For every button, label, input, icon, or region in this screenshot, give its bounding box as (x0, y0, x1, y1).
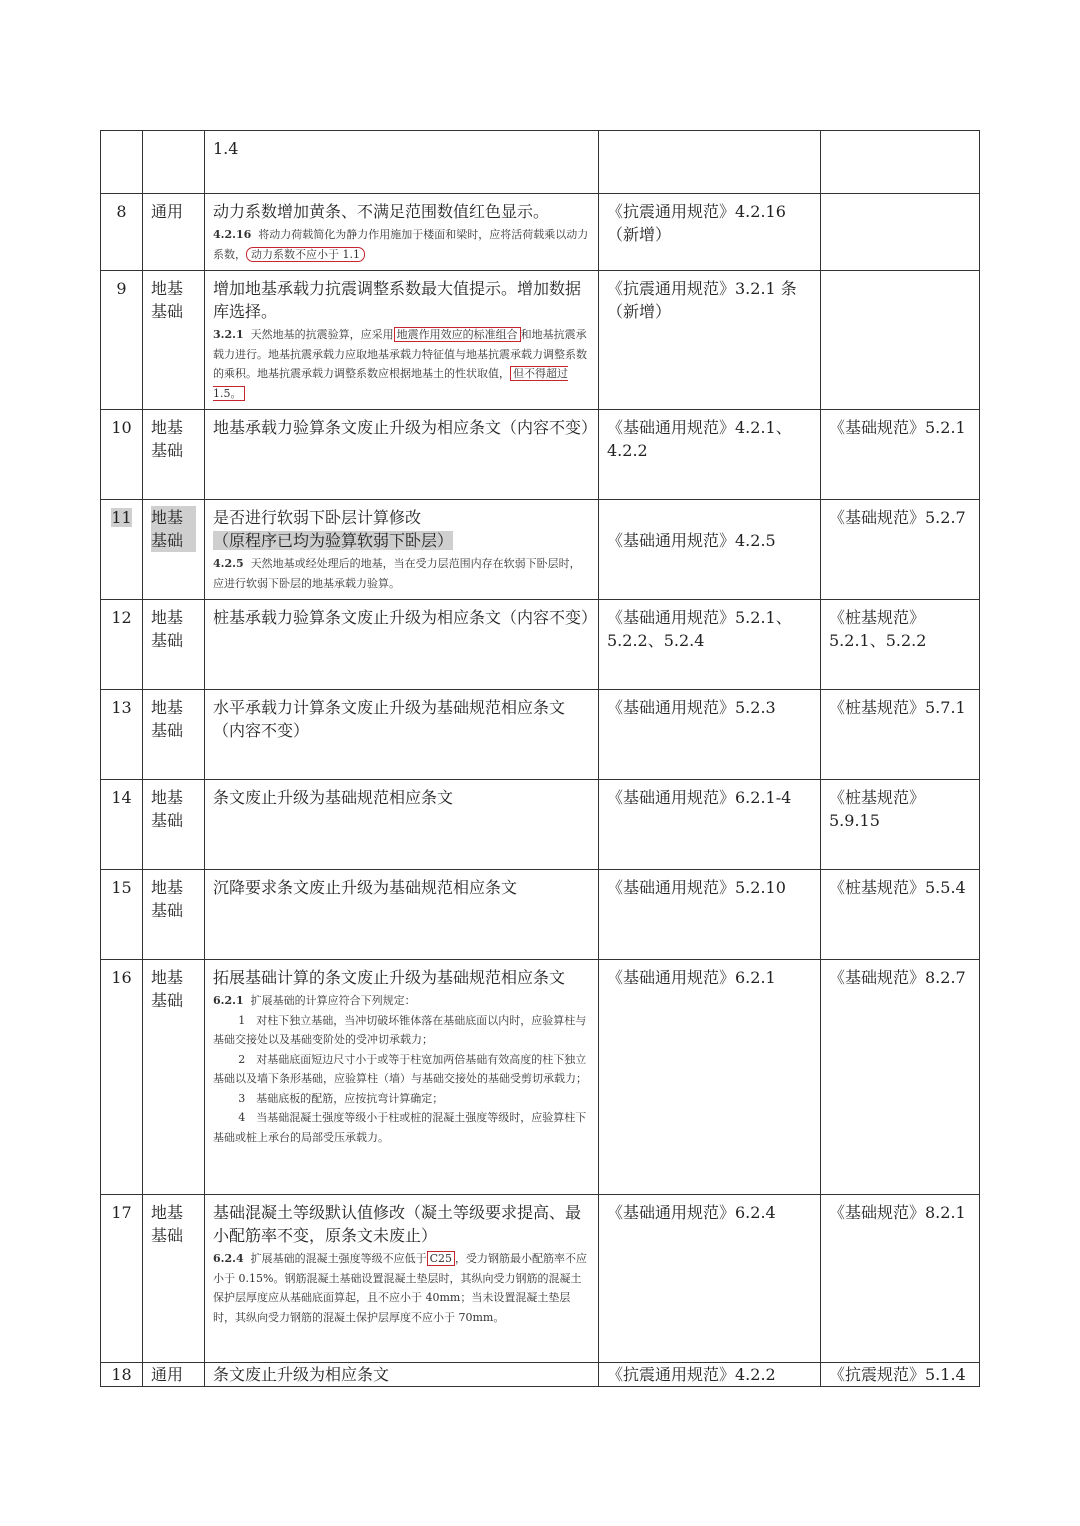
row-number: 11 (111, 508, 132, 527)
table-row (101, 194, 980, 271)
row-category: 地基基础 (143, 271, 205, 410)
clause-item: 2 对基础底面短边尺寸小于或等于柱宽加两倍基础有效高度的柱下独立基础以及墙下条形基础，应验算柱（墙）与基础交接处的基础受剪切承载力； (213, 1052, 587, 1085)
row-category: 地基基础 (151, 506, 196, 552)
table-row (101, 780, 980, 870)
clause-item: 1 对柱下独立基础，当冲切破坏锥体落在基础底面以内时，应验算柱与基础交接处以及基础变阶处的受冲切承载力； (213, 1013, 587, 1046)
spec-table (100, 130, 980, 1387)
row-description-cell (205, 194, 599, 271)
clause-number: 6.2.1 (213, 994, 244, 1007)
row-reference: 《基础通用规范》5.2.1、5.2.2、5.2.4 (599, 600, 821, 690)
clause-number: 3.2.1 (213, 328, 244, 341)
row-old-clause: 《桩基规范》5.7.1 (821, 690, 980, 780)
table-row (101, 960, 980, 1195)
clause-excerpt (213, 554, 590, 593)
row-category: 地基基础 (143, 600, 205, 690)
row-category: 地基基础 (143, 1195, 205, 1363)
row-number: 18 (101, 1363, 143, 1387)
clause-excerpt (213, 325, 590, 403)
highlight-box: 动力系数不应小于 1.1 (246, 247, 365, 262)
row-old-clause: 《基础规范》5.2.1 (821, 410, 980, 500)
row-reference: 《基础通用规范》5.2.3 (599, 690, 821, 780)
row-description-cell (205, 1195, 599, 1363)
row-description: 地基承载力验算条文废止升级为相应条文（内容不变） (205, 410, 599, 500)
clause-text: 将动力荷载简化为静力作用施加于楼面和梁时，应将活荷载乘以动力系数， (213, 228, 589, 261)
row-category: 地基基础 (143, 410, 205, 500)
table-row (101, 1195, 980, 1363)
row-description-cell (205, 271, 599, 410)
row-old-clause (821, 131, 980, 194)
row-description: 沉降要求条文废止升级为基础规范相应条文 (205, 870, 599, 960)
row-number: 8 (101, 194, 143, 271)
clause-text: 和地基抗震承载力进行。地基抗震承载力应取地基承载力特征值与地基抗震承载力调整系数的乘积。地基抗震承载力调整系数应根据地基土的性状取值， (213, 328, 587, 380)
clause-excerpt (213, 991, 590, 1147)
row-reference: 《基础通用规范》4.2.1、4.2.2 (599, 410, 821, 500)
row-category-cell (143, 500, 205, 600)
row-note: （原程序已均为验算软弱下卧层） (213, 531, 454, 550)
row-old-clause (821, 194, 980, 271)
row-reference-cell (599, 500, 821, 600)
row-description: 基础混凝土等级默认值修改（凝土等级要求提高、最小配筋率不变，原条文未废止） (213, 1203, 582, 1245)
clause-number: 4.2.5 (213, 557, 244, 570)
row-old-clause (821, 271, 980, 410)
table-row (101, 271, 980, 410)
row-category: 地基基础 (143, 780, 205, 870)
table-row (101, 600, 980, 690)
row-number: 16 (101, 960, 143, 1195)
row-old-clause: 《基础规范》8.2.1 (821, 1195, 980, 1363)
row-description: 拓展基础计算的条文废止升级为基础规范相应条文 (213, 968, 566, 987)
row-old-clause: 《抗震规范》5.1.4 (821, 1363, 980, 1387)
clause-text: 天然地基的抗震验算，应采用 (250, 328, 394, 341)
row-reference: 《基础通用规范》5.2.10 (599, 870, 821, 960)
clause-text: 扩展基础的计算应符合下列规定： (250, 994, 416, 1007)
table-row (101, 690, 980, 780)
row-description: 桩基承载力验算条文废止升级为相应条文（内容不变） (205, 600, 599, 690)
row-number-cell (101, 500, 143, 600)
row-description: 条文废止升级为相应条文 (205, 1363, 599, 1387)
row-old-clause: 《基础规范》8.2.7 (821, 960, 980, 1195)
highlight-box: 地震作用效应的标准组合 (394, 327, 521, 342)
clause-text: 天然地基或经处理后的地基，当在受力层范围内存在软弱下卧层时，应进行软弱下卧层的地基承载力验算。 (213, 557, 581, 590)
row-category: 地基基础 (143, 960, 205, 1195)
row-description: 1.4 (205, 131, 599, 194)
clause-item: 4 当基础混凝土强度等级小于柱或桩的混凝土强度等级时，应验算柱下基础或桩上承台的局部受压承载力。 (213, 1111, 587, 1144)
table-row (101, 500, 980, 600)
row-category: 通用 (143, 194, 205, 271)
row-reference: 《基础通用规范》6.2.1 (599, 960, 821, 1195)
row-category (143, 131, 205, 194)
row-old-clause: 《基础规范》5.2.7 (821, 500, 980, 600)
row-number: 17 (101, 1195, 143, 1363)
row-old-clause: 《桩基规范》5.5.4 (821, 870, 980, 960)
row-number: 9 (101, 271, 143, 410)
row-description-cell (205, 500, 599, 600)
row-reference (599, 131, 821, 194)
row-reference: 《抗震通用规范》4.2.16（新增） (599, 194, 821, 271)
row-description: 动力系数增加黄条、不满足范围数值红色显示。 (213, 202, 550, 221)
highlight-box: 但不得超过 1.5。 (213, 367, 568, 400)
row-reference: 《基础通用规范》6.2.1-4 (599, 780, 821, 870)
row-description: 条文废止升级为基础规范相应条文 (205, 780, 599, 870)
row-reference: 《基础通用规范》4.2.5 (607, 531, 776, 550)
row-reference: 《基础通用规范》6.2.4 (599, 1195, 821, 1363)
clause-item: 3 基础底板的配筋，应按抗弯计算确定； (238, 1091, 444, 1105)
clause-text: ，受力钢筋最小配筋率不应小于 0.15%。钢筋混凝土基础设置混凝土垫层时，其纵向受力钢筋的混凝土保护层厚度应从基础底面算起，且不应小于 40mm；当未设置混凝土垫层时，其纵向受力钢筋的混凝土保护层厚度不应小于 70mm。 (213, 1252, 588, 1324)
row-number: 15 (101, 870, 143, 960)
row-category: 通用 (143, 1363, 205, 1387)
row-description: 水平承载力计算条文废止升级为基础规范相应条文（内容不变） (205, 690, 599, 780)
row-number: 14 (101, 780, 143, 870)
row-reference: 《抗震通用规范》4.2.2 (599, 1363, 821, 1387)
row-old-clause: 《桩基规范》5.9.15 (821, 780, 980, 870)
row-number: 13 (101, 690, 143, 780)
table-row (101, 1363, 980, 1387)
row-category: 地基基础 (143, 690, 205, 780)
row-description-cell (205, 960, 599, 1195)
clause-number: 4.2.16 (213, 228, 252, 241)
row-number: 10 (101, 410, 143, 500)
table-row (101, 870, 980, 960)
clause-excerpt (213, 1249, 590, 1327)
row-number (101, 131, 143, 194)
row-description: 增加地基承载力抗震调整系数最大值提示。增加数据库选择。 (213, 279, 582, 321)
row-number: 12 (101, 600, 143, 690)
row-category: 地基基础 (143, 870, 205, 960)
table-row (101, 410, 980, 500)
row-old-clause: 《桩基规范》5.2.1、5.2.2 (821, 600, 980, 690)
table-row (101, 131, 980, 194)
clause-text: 扩展基础的混凝土强度等级不应低于 (250, 1252, 427, 1265)
clause-excerpt (213, 225, 590, 264)
clause-number: 6.2.4 (213, 1252, 244, 1265)
row-reference: 《抗震通用规范》3.2.1 条（新增） (599, 271, 821, 410)
row-description: 是否进行软弱下卧层计算修改 (213, 508, 422, 527)
highlight-box: C25 (427, 1251, 455, 1266)
